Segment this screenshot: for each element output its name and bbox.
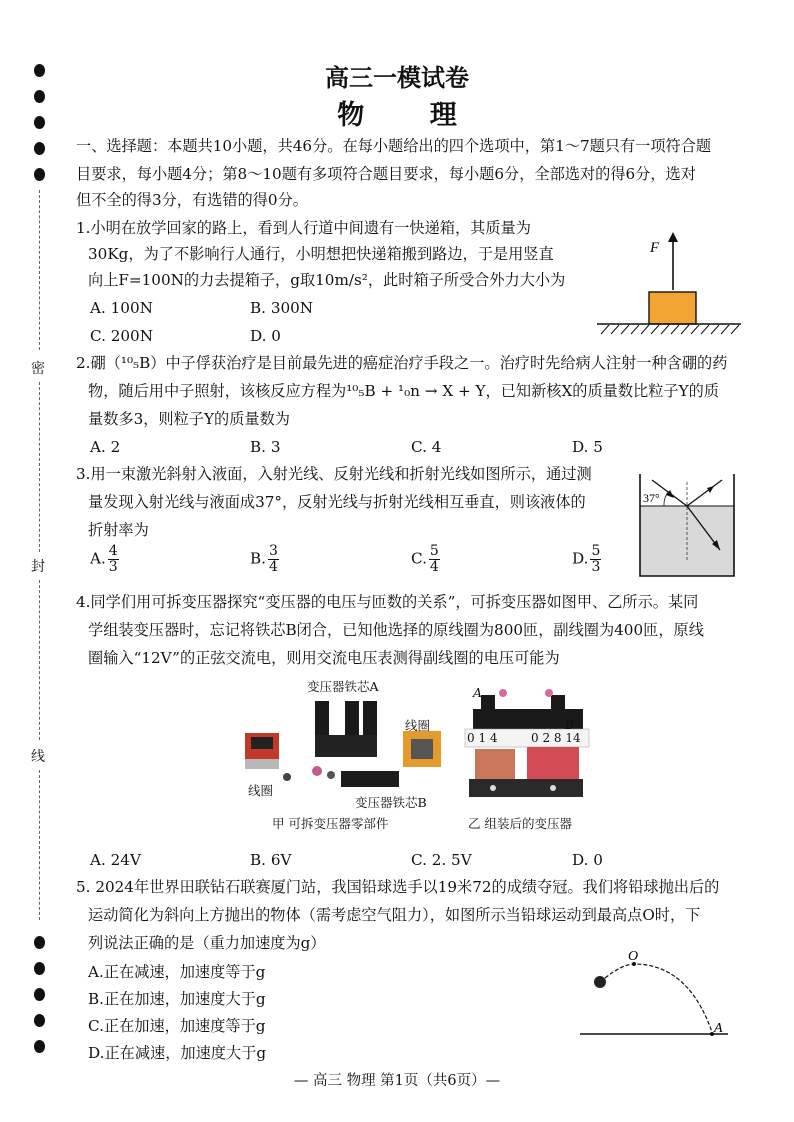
question-text-line: 5. 2024年世界田联钻石联赛厦门站，我国铅球选手以19米72的成绩夺冠。我们将铅球抛出后的 — [76, 878, 720, 896]
refraction-figure — [630, 472, 742, 582]
option-c[interactable]: C.正在加速，加速度等于g — [88, 1017, 266, 1035]
margin-dot — [34, 1040, 45, 1053]
seal-char-feng: 封 — [31, 559, 45, 575]
terminal-scale-right: 0 2 8 14 — [531, 731, 581, 745]
question-text-line: 向上F=100N的力去提箱子，g取10m/s²，此时箱子所受合外力大小为 — [88, 271, 566, 289]
section-instruction-line: 但不全的得3分，有选错的得0分。 — [76, 191, 308, 209]
option-b[interactable]: B. 6V — [250, 851, 292, 869]
option-letter: B. — [250, 549, 266, 568]
caption-jia: 甲 可拆变压器零部件 — [272, 816, 389, 831]
fraction-numerator: 4 — [108, 543, 118, 559]
fraction — [108, 544, 119, 575]
terminal-scale-left: 0 1 4 — [467, 731, 498, 745]
question-text-line: 量发现入射光线与液面成37°，反射光线与折射光线相互垂直，则该液体的 — [88, 493, 586, 511]
fraction-denominator: 4 — [269, 559, 278, 575]
option-a[interactable]: A. 2 — [90, 438, 121, 456]
caption-yi: 乙 组装后的变压器 — [468, 816, 572, 831]
option-letter: C. — [411, 549, 427, 568]
seal-char-xian: 线 — [31, 749, 45, 765]
fraction-numerator: 5 — [429, 543, 439, 559]
exam-title: 高三一模试卷 — [325, 63, 469, 92]
option-d[interactable]: D. 0 — [250, 327, 281, 345]
margin-dot — [34, 936, 45, 949]
question-text-line: 1.小明在放学回家的路上，看到人行道中间遗有一快递箱，其质量为 — [76, 219, 531, 237]
section-instruction-line: 一、选择题：本题共10小题，共46分。在每小题给出的四个选项中，第1～7题只有一项符合题 — [76, 137, 712, 155]
margin-dot — [34, 988, 45, 1001]
label-a: A — [473, 685, 483, 700]
core-b-label: 变压器铁芯B — [355, 795, 427, 810]
question-text-line: 量数多3，则粒子Y的质量数为 — [88, 410, 290, 428]
option-c[interactable] — [411, 544, 440, 575]
seal-char-mi: 密 — [31, 361, 45, 377]
box-force-figure — [595, 228, 745, 340]
margin-dash — [39, 382, 40, 552]
coil-label-left: 线圈 — [248, 783, 274, 798]
question-text-line: 圈输入“12V”的正弦交流电，则用交流电压表测得副线圈的电压可能为 — [88, 649, 560, 667]
fraction-numerator: 3 — [269, 543, 278, 559]
margin-dot — [34, 142, 45, 155]
option-a[interactable]: A.正在减速，加速度等于g — [88, 963, 266, 981]
fraction — [429, 544, 440, 575]
fraction-denominator: 3 — [108, 559, 118, 575]
option-a[interactable]: A. 24V — [90, 851, 141, 869]
margin-dot — [34, 1014, 45, 1027]
option-d[interactable] — [572, 544, 601, 575]
option-d[interactable]: D. 5 — [572, 438, 603, 456]
question-text-line: 3.用一束激光斜射入液面，入射光线、反射光线和折射光线如图所示，通过测 — [76, 465, 592, 483]
shot-put-trajectory-figure — [578, 948, 748, 1043]
margin-dash — [39, 580, 40, 740]
option-c[interactable]: C. 4 — [411, 438, 442, 456]
margin-dot — [34, 168, 45, 181]
margin-dash — [39, 190, 40, 350]
question-text-line: 列说法正确的是（重力加速度为g） — [88, 934, 326, 952]
option-b[interactable]: B.正在加速，加速度大于g — [88, 990, 266, 1008]
question-text-line: 学组装变压器时，忘记将铁芯B闭合，已知他选择的原线圈为800匝，副线圈为400匝，原线 — [88, 621, 704, 639]
question-text-line: 运动简化为斜向上方抛出的物体（需考虑空气阻力），如图所示当铅球运动到最高点O时，下 — [88, 906, 701, 924]
question-text-line: 4.同学们用可拆变压器探究“变压器的电压与匝数的关系”，可拆变压器如图甲、乙所示。某同 — [76, 593, 699, 611]
option-letter: D. — [572, 549, 589, 568]
margin-dash — [39, 770, 40, 920]
question-text-line: 2.硼（¹⁰₅B）中子俘获治疗是目前最先进的癌症治疗手段之一。治疗时先给病人注射一种含硼的药 — [76, 354, 728, 372]
fraction-numerator: 5 — [591, 543, 601, 559]
transformer-figure — [235, 673, 595, 838]
option-b[interactable] — [250, 544, 279, 575]
question-text-line: 物，随后用中子照射，该核反应方程为¹⁰₅B + ¹₀n → X + Y，已知新核X的质量数比粒子Y的质 — [88, 382, 720, 400]
fraction-denominator: 4 — [429, 559, 439, 575]
fraction — [268, 544, 279, 575]
page-footer: — 高三 物理 第1页（共6页）— — [293, 1073, 501, 1089]
fraction-denominator: 3 — [591, 559, 601, 575]
question-text-line: 折射率为 — [88, 521, 149, 539]
point-o-label: O — [628, 949, 639, 964]
option-b[interactable]: B. 300N — [250, 299, 314, 317]
option-b[interactable]: B. 3 — [250, 438, 281, 456]
subject-title: 物 理 — [337, 100, 485, 131]
fraction — [590, 544, 601, 575]
option-a[interactable] — [90, 544, 119, 575]
option-c[interactable]: C. 200N — [90, 327, 154, 345]
force-label: F — [650, 240, 660, 256]
coil-label-right: 线圈 — [405, 718, 431, 733]
option-d[interactable]: D. 0 — [572, 851, 603, 869]
point-a-label: A — [714, 1021, 723, 1036]
option-d[interactable]: D.正在减速，加速度大于g — [88, 1044, 267, 1062]
margin-dot — [34, 962, 45, 975]
option-letter: A. — [90, 549, 106, 568]
label-b: B — [565, 717, 575, 732]
section-instruction-line: 目要求，每小题4分；第8～10题有多项符合题目要求，每小题6分，全部选对的得6分，选对 — [76, 165, 696, 183]
option-c[interactable]: C. 2. 5V — [411, 851, 472, 869]
option-a[interactable]: A. 100N — [90, 299, 153, 317]
core-a-label: 变压器铁芯A — [307, 679, 379, 694]
angle-label: 37° — [643, 491, 660, 505]
assembled-transformer-image — [463, 687, 591, 805]
question-text-line: 30Kg，为了不影响行人通行，小明想把快递箱搬到路边，于是用竖直 — [88, 245, 554, 263]
